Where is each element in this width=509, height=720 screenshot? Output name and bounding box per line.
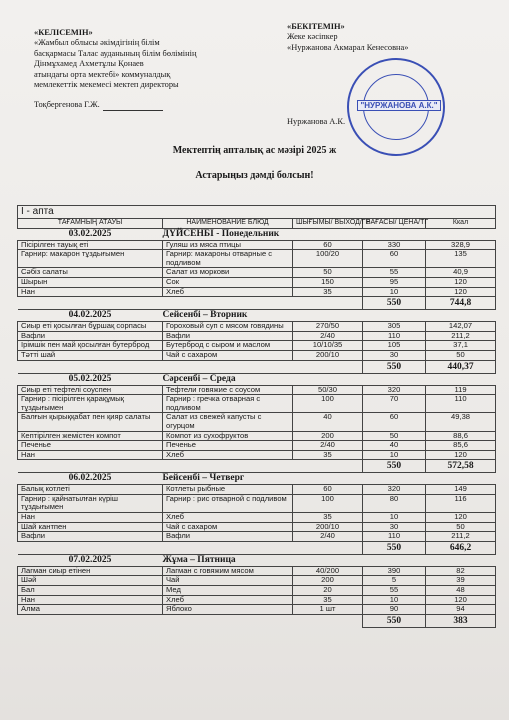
day-total-row — [18, 360, 496, 373]
dish-output: 200/10 — [293, 350, 363, 360]
dish-output: 200/10 — [293, 522, 363, 532]
day-total-kcal: 646,2 — [426, 541, 496, 554]
document-subtitle: Астарыңыз дәмді болсын! — [195, 170, 314, 181]
dish-kcal: 211,2 — [426, 331, 496, 341]
dish-kcal: 120 — [426, 513, 496, 523]
dish-row — [18, 532, 496, 542]
dish-output: 2/40 — [293, 331, 363, 341]
dish-name-kz: Ірімшік пен май қосылған бутерброд — [18, 341, 163, 351]
day-date: 06.02.2025 — [18, 473, 163, 485]
day-name: Сәрсенбі – Среда — [163, 373, 496, 385]
dish-kcal: 37,1 — [426, 341, 496, 351]
dish-kcal: 40,9 — [426, 268, 496, 278]
dish-output: 100 — [293, 494, 363, 512]
dish-name-kz: Вафли — [18, 532, 163, 542]
dish-name-ru: Вафли — [163, 532, 293, 542]
dish-output: 200 — [293, 576, 363, 586]
dish-row — [18, 322, 496, 332]
dish-price: 320 — [363, 385, 426, 395]
approval-right-line: «Нуржанова Акмарал Кенесовна» — [287, 42, 409, 52]
dish-name-ru: Гуляш из мяса птицы — [163, 240, 293, 250]
dish-output: 20 — [293, 586, 363, 596]
dish-kcal: 50 — [426, 522, 496, 532]
day-total-price: 550 — [363, 460, 426, 473]
dish-output: 35 — [293, 450, 363, 460]
signature-line — [103, 110, 163, 111]
dish-name-ru: Печенье — [163, 441, 293, 451]
dish-row — [18, 605, 496, 615]
dish-name-kz: Гарнир : қайнатылған күріш тұздығымен — [18, 494, 163, 512]
day-total-kcal: 440,37 — [426, 360, 496, 373]
column-header: ТАҒАМНЫҢ АТАУЫ — [18, 219, 163, 229]
dish-output: 2/40 — [293, 441, 363, 451]
dish-name-ru: Хлеб — [163, 513, 293, 523]
dish-kcal: 94 — [426, 605, 496, 615]
approval-left-title: «КЕЛІСЕМІН» — [34, 28, 93, 37]
dish-row — [18, 395, 496, 413]
dish-row — [18, 341, 496, 351]
dish-name-ru: Лагман с говяжим мясом — [163, 566, 293, 576]
dish-name-ru: Компот из сухофруктов — [163, 431, 293, 441]
column-header: ШЫҒЫМЫ/ ВЫХОД/ГР — [293, 219, 363, 229]
dish-name-ru: Гороховый суп с мясом говядины — [163, 322, 293, 332]
dish-kcal: 135 — [426, 250, 496, 268]
approval-right-signer: Нуржанова А.К. — [287, 117, 346, 127]
dish-name-kz: Шәй — [18, 576, 163, 586]
day-header-row — [18, 228, 496, 240]
stamp-name: "НУРЖАНОВА А.К." — [357, 100, 441, 111]
dish-name-ru: Гарнир : рис отварной с подливом — [163, 494, 293, 512]
dish-output: 35 — [293, 287, 363, 297]
dish-name-kz: Вафли — [18, 331, 163, 341]
dish-name-ru: Салат из моркови — [163, 268, 293, 278]
dish-name-kz: Пісірілген тауық еті — [18, 240, 163, 250]
approval-right-title: «БЕКІТЕМІН» — [287, 22, 345, 31]
approval-left-line: мемлекеттік мекемесі мектеп директоры — [34, 80, 179, 90]
dish-kcal: 50 — [426, 350, 496, 360]
dish-kcal: 116 — [426, 494, 496, 512]
day-total-row — [18, 297, 496, 310]
dish-name-ru: Хлеб — [163, 595, 293, 605]
week-label: I - апта — [18, 206, 496, 219]
dish-name-kz: Кептірілген жемістен компот — [18, 431, 163, 441]
dish-name-ru: Салат из свежей капусты с огурцом — [163, 413, 293, 431]
dish-row — [18, 250, 496, 268]
dish-row — [18, 576, 496, 586]
dish-row — [18, 522, 496, 532]
dish-output: 100 — [293, 395, 363, 413]
dish-row — [18, 494, 496, 512]
dish-name-ru: Яблоко — [163, 605, 293, 615]
dish-kcal: 110 — [426, 395, 496, 413]
dish-name-kz: Лагман сиыр етінен — [18, 566, 163, 576]
dish-output: 100/20 — [293, 250, 363, 268]
menu-table — [17, 205, 496, 628]
dish-kcal: 88,6 — [426, 431, 496, 441]
dish-output: 50 — [293, 268, 363, 278]
dish-output: 60 — [293, 240, 363, 250]
day-total-price: 550 — [363, 541, 426, 554]
day-header-row — [18, 473, 496, 485]
dish-name-kz: Алма — [18, 605, 163, 615]
day-date: 04.02.2025 — [18, 310, 163, 322]
dish-name-kz: Нан — [18, 595, 163, 605]
dish-output: 35 — [293, 513, 363, 523]
dish-price: 320 — [363, 485, 426, 495]
dish-kcal: 120 — [426, 595, 496, 605]
dish-price: 110 — [363, 331, 426, 341]
dish-kcal: 120 — [426, 287, 496, 297]
day-total-kcal: 383 — [426, 614, 496, 627]
dish-price: 50 — [363, 431, 426, 441]
dish-price: 10 — [363, 450, 426, 460]
dish-row — [18, 277, 496, 287]
approval-left-line: басқармасы Талас ауданының білім бөлімінің — [34, 48, 197, 58]
dish-output: 10/10/35 — [293, 341, 363, 351]
dish-kcal: 39 — [426, 576, 496, 586]
column-header: НАИМЕНОВАНИЕ БЛЮД — [163, 219, 293, 229]
day-total-kcal: 744,8 — [426, 297, 496, 310]
dish-output: 50/30 — [293, 385, 363, 395]
dish-row — [18, 586, 496, 596]
dish-kcal: 48 — [426, 586, 496, 596]
dish-name-kz: Печенье — [18, 441, 163, 451]
dish-kcal: 82 — [426, 566, 496, 576]
dish-price: 70 — [363, 395, 426, 413]
dish-output: 200 — [293, 431, 363, 441]
dish-row — [18, 595, 496, 605]
day-header-row — [18, 310, 496, 322]
day-name: Бейсенбі – Четверг — [163, 473, 496, 485]
dish-name-kz: Балық котлеті — [18, 485, 163, 495]
dish-output: 150 — [293, 277, 363, 287]
dish-name-kz: Сәбіз салаты — [18, 268, 163, 278]
dish-output: 270/50 — [293, 322, 363, 332]
approval-left-line: атындағы орта мектебі» коммуналдық — [34, 69, 171, 79]
dish-name-kz: Шай кантпен — [18, 522, 163, 532]
dish-kcal: 85,6 — [426, 441, 496, 451]
dish-price: 390 — [363, 566, 426, 576]
dish-row — [18, 268, 496, 278]
dish-output: 40/200 — [293, 566, 363, 576]
dish-name-ru: Гарнир: макароны отварные с подливом — [163, 250, 293, 268]
dish-price: 330 — [363, 240, 426, 250]
dish-name-kz: Нан — [18, 513, 163, 523]
day-total-row — [18, 541, 496, 554]
day-date: 05.02.2025 — [18, 373, 163, 385]
dish-output: 60 — [293, 485, 363, 495]
approval-left — [34, 28, 234, 111]
approval-left-line: «Жамбыл облысы әкімдігінің білім — [34, 38, 160, 48]
dish-kcal: 119 — [426, 385, 496, 395]
dish-output: 35 — [293, 595, 363, 605]
dish-name-kz: Тәтті шай — [18, 350, 163, 360]
day-total-price: 550 — [363, 360, 426, 373]
day-date: 03.02.2025 — [18, 228, 163, 240]
dish-row — [18, 441, 496, 451]
column-header: Ккал — [426, 219, 496, 229]
dish-name-ru: Сок — [163, 277, 293, 287]
dish-price: 5 — [363, 576, 426, 586]
dish-output: 2/40 — [293, 532, 363, 542]
dish-price: 10 — [363, 287, 426, 297]
dish-name-ru: Чай с сахаром — [163, 350, 293, 360]
dish-price: 60 — [363, 413, 426, 431]
dish-price: 90 — [363, 605, 426, 615]
dish-price: 55 — [363, 586, 426, 596]
dish-name-kz: Сиыр еті қосылған бұршақ сорпасы — [18, 322, 163, 332]
dish-kcal: 328,9 — [426, 240, 496, 250]
dish-name-ru: Хлеб — [163, 450, 293, 460]
dish-row — [18, 413, 496, 431]
dish-name-kz: Шырын — [18, 277, 163, 287]
dish-price: 60 — [363, 250, 426, 268]
dish-row — [18, 566, 496, 576]
dish-kcal: 49,38 — [426, 413, 496, 431]
dish-price: 80 — [363, 494, 426, 512]
dish-kcal: 142,07 — [426, 322, 496, 332]
company-stamp — [347, 58, 445, 156]
dish-kcal: 211,2 — [426, 532, 496, 542]
day-total-price: 550 — [363, 614, 426, 627]
dish-name-kz: Гарнир : пісірілген қарақұмық тұздығымен — [18, 395, 163, 413]
dish-price: 95 — [363, 277, 426, 287]
dish-name-kz: Балғын қырыққабат пен қияр салаты — [18, 413, 163, 431]
approval-right-line: Жеке кәсіпкер — [287, 32, 338, 42]
approval-left-line: Дінмұхамед Ахметұлы Қонаев — [34, 59, 144, 69]
day-name: Жұма – Пятница — [163, 554, 496, 566]
day-name: Сейсенбі – Вторник — [163, 310, 496, 322]
dish-row — [18, 431, 496, 441]
document-title: Мектептің апталық ас мәзірі 2025 ж — [172, 145, 337, 156]
dish-kcal: 149 — [426, 485, 496, 495]
dish-name-ru: Котлеты рыбные — [163, 485, 293, 495]
dish-row — [18, 450, 496, 460]
dish-name-kz: Сиыр еті тефтелі соуспен — [18, 385, 163, 395]
dish-price: 110 — [363, 532, 426, 542]
day-total-row — [18, 460, 496, 473]
day-total-row — [18, 614, 496, 627]
dish-name-ru: Хлеб — [163, 287, 293, 297]
dish-name-ru: Бутерброд с сыром и маслом — [163, 341, 293, 351]
dish-row — [18, 350, 496, 360]
dish-price: 30 — [363, 522, 426, 532]
dish-price: 30 — [363, 350, 426, 360]
day-date: 07.02.2025 — [18, 554, 163, 566]
dish-name-kz: Гарнир: макарон тұздығымен — [18, 250, 163, 268]
dish-price: 10 — [363, 513, 426, 523]
dish-name-ru: Чай с сахаром — [163, 522, 293, 532]
dish-kcal: 120 — [426, 277, 496, 287]
dish-price: 55 — [363, 268, 426, 278]
dish-price: 40 — [363, 441, 426, 451]
dish-output: 40 — [293, 413, 363, 431]
day-name: ДҮЙСЕНБІ - Понедельник — [163, 228, 496, 240]
column-header: БАҒАСЫ/ ЦЕНА/ТГ — [363, 219, 426, 229]
day-header-row — [18, 554, 496, 566]
dish-output: 1 шт — [293, 605, 363, 615]
dish-row — [18, 485, 496, 495]
dish-name-kz: Бал — [18, 586, 163, 596]
dish-name-kz: Нан — [18, 287, 163, 297]
dish-name-ru: Тефтели говяжие с соусом — [163, 385, 293, 395]
dish-row — [18, 287, 496, 297]
dish-kcal: 120 — [426, 450, 496, 460]
dish-name-kz: Нан — [18, 450, 163, 460]
approval-left-signer: Тоқбергенова Г.Ж. — [34, 100, 100, 110]
dish-name-ru: Гарнир : гречка отварная с подливом — [163, 395, 293, 413]
dish-row — [18, 513, 496, 523]
dish-price: 305 — [363, 322, 426, 332]
day-total-kcal: 572,58 — [426, 460, 496, 473]
day-total-price: 550 — [363, 297, 426, 310]
dish-name-ru: Чай — [163, 576, 293, 586]
dish-name-ru: Мед — [163, 586, 293, 596]
day-header-row — [18, 373, 496, 385]
dish-price: 10 — [363, 595, 426, 605]
dish-name-ru: Вафли — [163, 331, 293, 341]
dish-price: 105 — [363, 341, 426, 351]
